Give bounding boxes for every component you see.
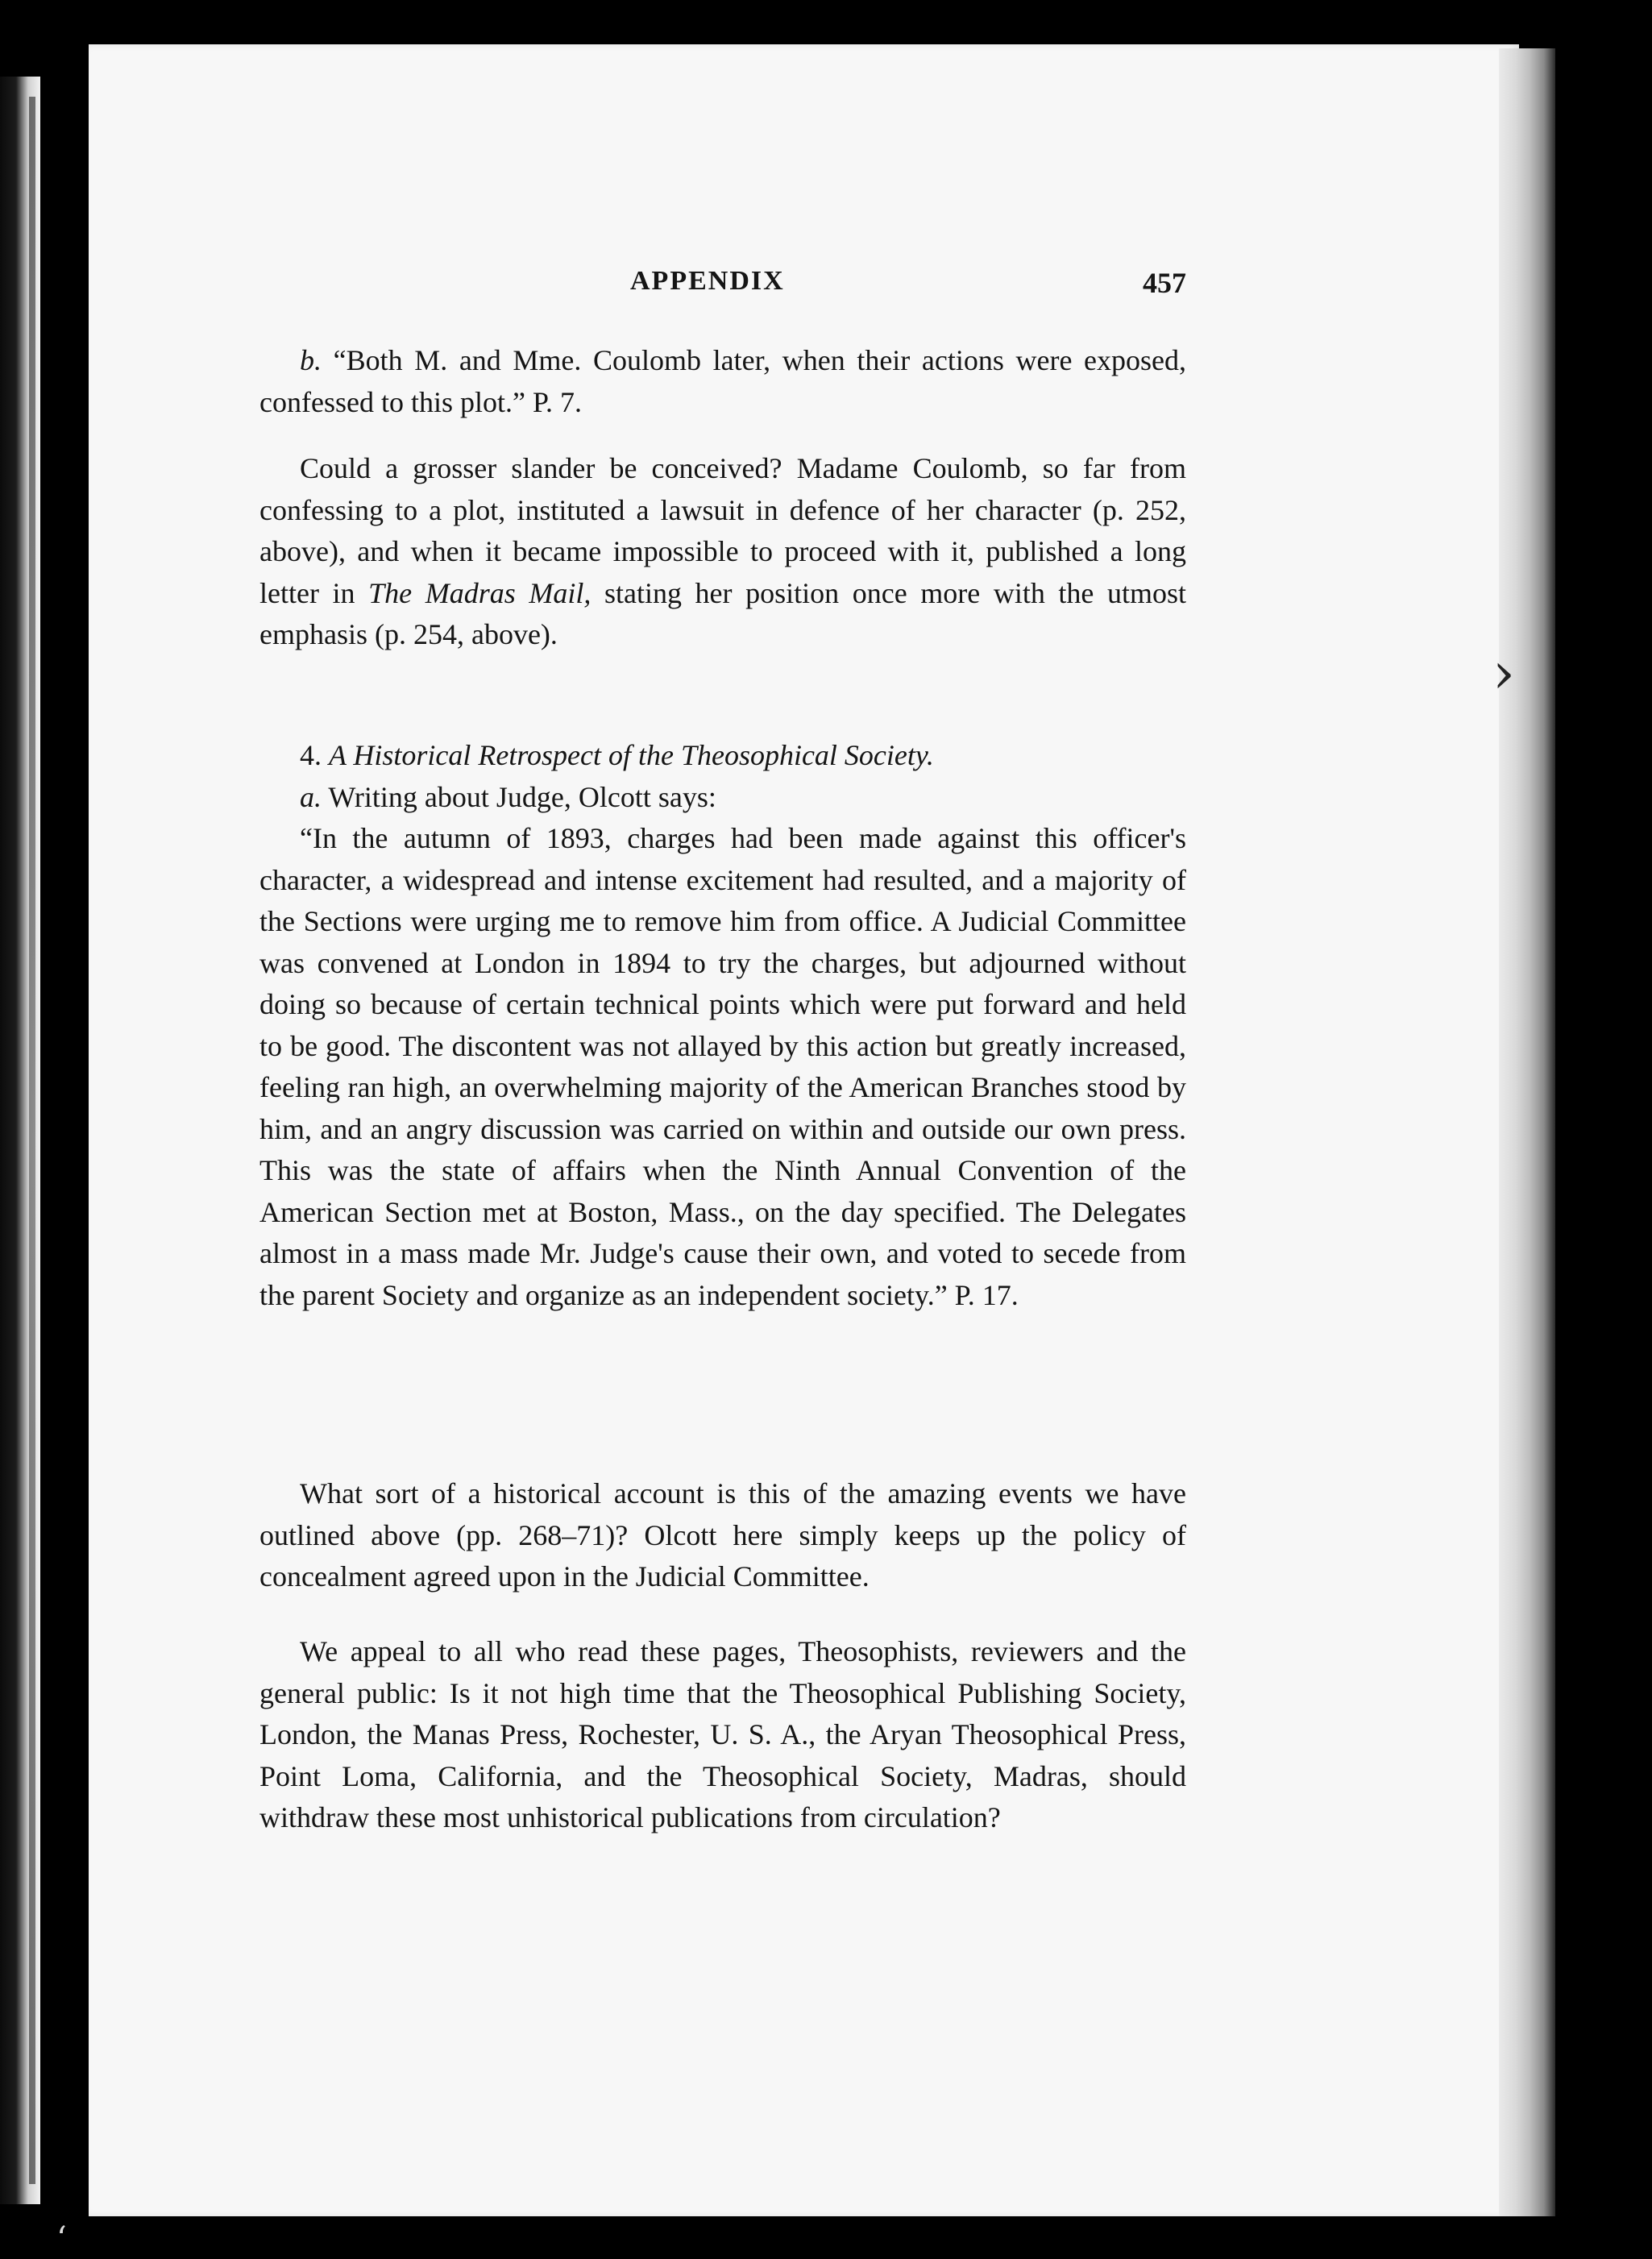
page-number: 457 — [1143, 267, 1186, 299]
left-binding-line — [29, 97, 35, 2184]
section-4-number: 4. — [300, 739, 322, 771]
olcott-quote: “In the autumn of 1893, charges had been made against this officer's character, a widespread and intense excitement had resulted, and a majority of the Sections were urging me to remove him from office. A Judicial Committee was convened at London in 1894 to try the charges, but adjourned without doing so because of certain technical points which were put forward and held to be good. The discontent was not allayed by this action but greatly increased, feeling ran high, an overwhelming majority of the American Branches stood by him, and an angry discussion was carried on within and outside our own press. This was the state of affairs when the Ninth Annual Convention of the American Section met at Boston, Mass., on the day specified. The Delegates almost in a mass made Mr. Judge's cause their own, and voted to secede from the parent Society and organize as an independent society.” P. 17. — [259, 822, 1186, 1311]
item-b-ref: P. 7. — [532, 385, 582, 418]
paragraph-historical-account — [259, 1473, 1186, 1598]
paragraph-coulomb — [259, 448, 1186, 656]
item-b — [259, 340, 1186, 423]
paragraph-appeal-text: We appeal to all who read these pages, Theosophists, reviewers and the general public: Is it not high time that the Theosophical Publishing Society, London, the Manas Press, Rochester, U. S. A., the Aryan Theosophical Press, Point Loma, California, and the Theosophical Society, Madras, should withdraw these most unhistorical publications from circulation? — [259, 1635, 1186, 1833]
right-page-edges — [1499, 48, 1555, 2216]
paragraph-appeal — [259, 1631, 1186, 1839]
paragraph-historical-account-text: What sort of a historical account is this of the amazing events we have outlined above (pp. 268–71)? Olcott here simply keeps up the policy of concealment agreed upon in the Judicial Committee. — [259, 1477, 1186, 1593]
paragraph-coulomb-before: Could a grosser slander be conceived? Madame Coulomb, so far from confessing to a plot, instituted a lawsuit in defence of her character (p. 252, above), and when it became impossible to proceed with it, published a long letter in — [259, 452, 1186, 609]
paragraph-coulomb-italic: The Madras Mail, — [368, 576, 591, 609]
running-header-title: APPENDIX — [630, 266, 785, 296]
section-4-title: A Historical Retrospect of the Theosophical Society. — [329, 739, 934, 771]
item-b-quote: “Both M. and Mme. Coulomb later, when their actions were exposed, confessed to this plot.” — [259, 344, 1186, 418]
margin-bracket-mark: › — [1492, 640, 1515, 706]
item-a-label: a. — [300, 780, 322, 813]
running-header — [259, 266, 1186, 308]
item-a-text: Writing about Judge, Olcott says: — [328, 780, 716, 813]
section-4 — [259, 735, 1186, 1316]
paragraph-coulomb-after: stating her position once more with the utmost emphasis (p. 254, above). — [259, 576, 1187, 650]
bottom-scan-artifact: ‘ — [56, 2220, 67, 2257]
item-b-label: b. — [300, 344, 322, 376]
